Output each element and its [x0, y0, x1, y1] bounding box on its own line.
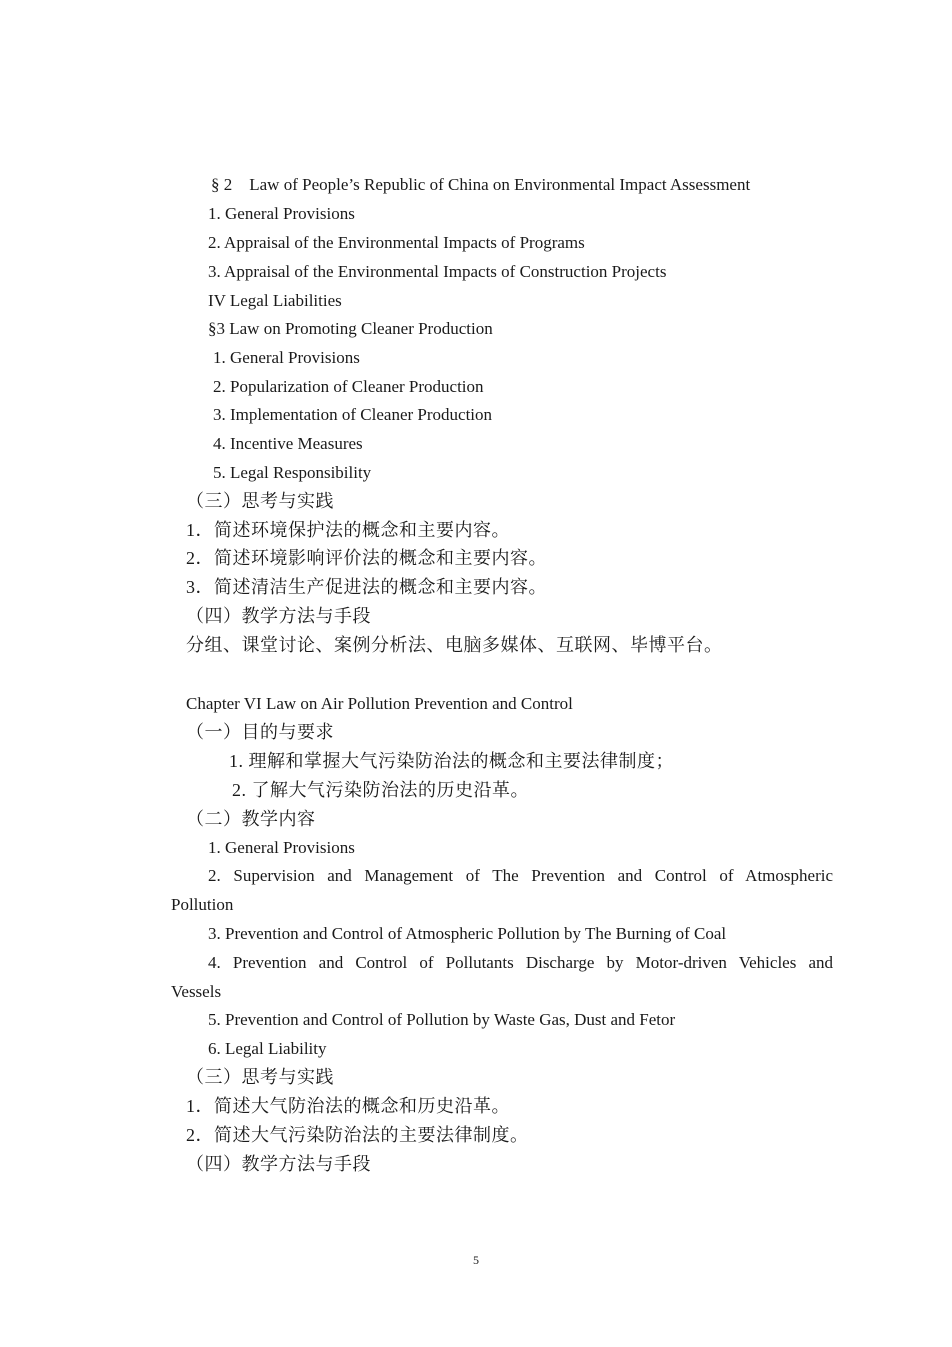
content-item: 3. Prevention and Control of Atmospheric Pollution by The Burning of Coal — [208, 924, 727, 943]
question-item: 2．简述大气污染防治法的主要法律制度。 — [186, 1125, 529, 1145]
content-item: 5. Prevention and Control of Pollution by Waste Gas, Dust and Fetor — [208, 1010, 676, 1029]
content-item: 6. Legal Liability — [208, 1039, 327, 1058]
question-item: 3．简述清洁生产促进法的概念和主要内容。 — [186, 577, 547, 597]
question-item: 1．简述大气防治法的概念和历史沿革。 — [186, 1096, 510, 1116]
question-item: 1．简述环境保护法的概念和主要内容。 — [186, 520, 510, 540]
list-item: 3. Appraisal of the Environmental Impacts of Construction Projects — [208, 262, 667, 281]
methods-heading: （四）教学方法与手段 — [186, 606, 371, 626]
goals-heading: （一）目的与要求 — [186, 722, 334, 742]
list-item: 2. Appraisal of the Environmental Impacts of Programs — [208, 233, 585, 252]
content-item: 4. Prevention and Control of Pollutants Discharge by Motor-driven Vehicles and — [208, 953, 833, 972]
content-item: 1. General Provisions — [208, 838, 355, 857]
methods-heading: （四）教学方法与手段 — [186, 1154, 371, 1174]
list-item: 2. Popularization of Cleaner Production — [213, 377, 484, 396]
thinking-heading: （三）思考与实践 — [186, 1067, 334, 1087]
goal-item: 2. 了解大气污染防治法的历史沿革。 — [232, 780, 529, 800]
thinking-heading: （三）思考与实践 — [186, 491, 334, 511]
chapter-title: Chapter VI Law on Air Pollution Prevention and Control — [186, 694, 573, 713]
list-item: 1. General Provisions — [208, 204, 355, 223]
content-item: 2. Supervision and Management of The Prevention and Control of Atmospheric — [208, 866, 833, 885]
section-heading-cleaner-production: §3 Law on Promoting Cleaner Production — [208, 319, 493, 338]
list-item: IV Legal Liabilities — [208, 291, 342, 310]
content-item-continuation: Vessels — [171, 982, 222, 1001]
question-item: 2．简述环境影响评价法的概念和主要内容。 — [186, 548, 547, 568]
page-number: 5 — [473, 1253, 479, 1267]
content-heading: （二）教学内容 — [186, 809, 316, 829]
methods-text: 分组、课堂讨论、案例分析法、电脑多媒体、互联网、毕博平台。 — [186, 635, 723, 655]
list-item: 1. General Provisions — [213, 348, 360, 367]
content-item-continuation: Pollution — [171, 895, 234, 914]
list-item: 3. Implementation of Cleaner Production — [213, 405, 493, 424]
list-item: 4. Incentive Measures — [213, 434, 363, 453]
list-item: 5. Legal Responsibility — [213, 463, 372, 482]
goal-item: 1. 理解和掌握大气污染防治法的概念和主要法律制度； — [229, 751, 674, 771]
section-heading-eia: § 2 Law of People’s Republic of China on Environmental Impact Assessment — [211, 175, 751, 194]
